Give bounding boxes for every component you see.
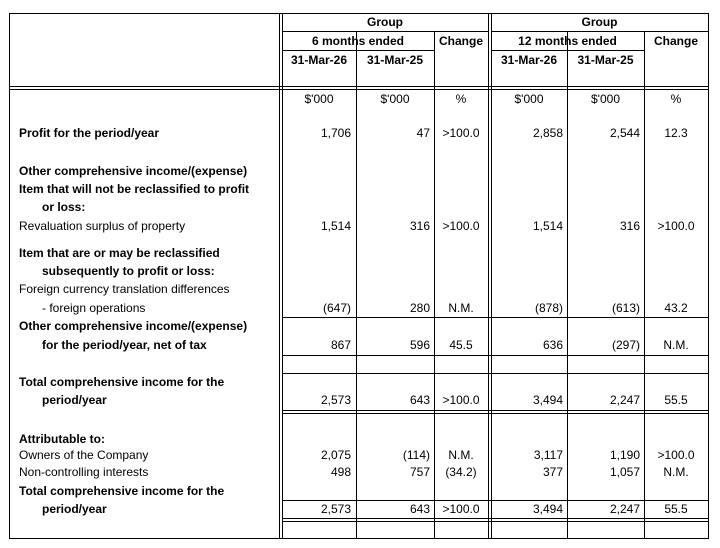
value-total-2-line2-col2: 643 <box>409 502 430 516</box>
value-fx-2-col3: N.M. <box>448 301 474 315</box>
subtotal-line <box>282 518 708 519</box>
table-border-left <box>9 13 10 539</box>
value-nci-col1: 498 <box>330 465 351 479</box>
row-label-fx: Foreign currency translation differences <box>19 282 230 296</box>
col-divider <box>434 31 435 539</box>
header-rule <box>9 86 709 87</box>
row-label-oci-heading: Other comprehensive income/(expense) <box>19 164 248 178</box>
value-profit-col5: 2,544 <box>609 126 640 140</box>
value-fx-2-col4: (878) <box>534 301 563 315</box>
value-oci-net-2-col5: (297) <box>611 338 640 352</box>
row-label-total-2-cont: period/year <box>42 502 107 516</box>
col-divider <box>567 31 568 539</box>
col-divider <box>356 31 357 539</box>
value-oci-net-2-col4: 636 <box>542 338 563 352</box>
value-oci-net-2-col1: 867 <box>330 338 351 352</box>
date-heading: 31-Mar-26 <box>290 53 348 67</box>
row-label-owners: Owners of the Company <box>19 448 149 462</box>
row-label-not-reclassified-cont: or loss: <box>42 200 86 214</box>
change-heading: Change <box>438 34 483 48</box>
header-line <box>491 50 644 51</box>
value-profit-col6: 12.3 <box>664 126 688 140</box>
header-line <box>491 31 708 32</box>
value-profit-col4: 2,858 <box>532 126 563 140</box>
row-label-oci-net: Other comprehensive income/(expense) <box>19 319 248 333</box>
row-label-revaluation: Revaluation surplus of property <box>19 219 186 233</box>
value-owners-col4: 3,117 <box>533 448 563 462</box>
subtotal-line <box>282 317 708 318</box>
value-nci-col2: 757 <box>409 465 430 479</box>
header-line <box>282 31 488 32</box>
value-nci-col5: 1,057 <box>609 465 640 479</box>
subtotal-line <box>282 500 708 501</box>
value-total-2-line2-col4: 3,494 <box>532 502 563 516</box>
col-divider <box>279 13 280 539</box>
value-fx-2-col1: (647) <box>322 301 351 315</box>
subtotal-line <box>282 521 708 522</box>
row-label-reclassified: Item that are or may be reclassified <box>19 246 220 260</box>
value-oci-net-2-col3: 45.5 <box>449 338 473 352</box>
date-heading: 31-Mar-25 <box>577 53 634 67</box>
subtotal-line <box>282 410 708 411</box>
value-owners-col2: (114) <box>402 448 430 462</box>
value-oci-net-2-col6: N.M. <box>663 338 689 352</box>
value-revaluation-col3: >100.0 <box>442 219 480 233</box>
row-label-total: Total comprehensive income for the <box>19 375 225 389</box>
row-label-profit: Profit for the period/year <box>19 126 160 140</box>
header-line <box>282 50 434 51</box>
row-label-fx-foreign-ops: - foreign operations <box>42 301 146 315</box>
value-profit-col2: 47 <box>416 126 430 140</box>
row-label-attributable: Attributable to: <box>19 432 105 446</box>
value-fx-2-col6: 43.2 <box>664 301 688 315</box>
value-total-2-line2-col1: 2,573 <box>320 502 351 516</box>
value-owners-col5: 1,190 <box>609 448 640 462</box>
value-total-1-line2-col5: 2,247 <box>609 393 640 407</box>
header-rule-double <box>9 89 709 90</box>
group-heading: Group <box>581 15 618 29</box>
period-heading: 12 months ended <box>518 34 617 48</box>
value-revaluation-col6: >100.0 <box>657 219 695 233</box>
date-heading: 31-Mar-25 <box>366 53 424 67</box>
unit-label: % <box>455 92 467 106</box>
row-label-nci: Non-controlling interests <box>19 465 149 479</box>
value-fx-2-col2: 280 <box>409 301 430 315</box>
value-revaluation-col1: 1,514 <box>320 219 351 233</box>
change-heading: Change <box>653 34 698 48</box>
value-profit-col1: 1,706 <box>320 126 351 140</box>
value-owners-col1: 2,075 <box>320 448 351 462</box>
value-nci-col4: 377 <box>542 465 563 479</box>
unit-label: $'000 <box>304 92 334 106</box>
value-total-1-line2-col4: 3,494 <box>532 393 563 407</box>
unit-label: $'000 <box>514 92 544 106</box>
unit-label: $'000 <box>380 92 410 106</box>
value-total-2-line2-col3: >100.0 <box>442 502 480 516</box>
col-divider <box>644 31 645 539</box>
subtotal-line <box>282 355 708 356</box>
value-owners-col6: >100.0 <box>657 448 695 462</box>
value-total-1-line2-col1: 2,573 <box>320 393 351 407</box>
col-divider <box>488 13 489 539</box>
table-border-bottom <box>9 538 709 539</box>
value-total-1-line2-col2: 643 <box>409 393 430 407</box>
date-heading: 31-Mar-26 <box>500 53 558 67</box>
unit-label: % <box>670 92 682 106</box>
table-border-top <box>9 13 709 14</box>
value-total-2-line2-col6: 55.5 <box>664 502 688 516</box>
row-label-total-2: Total comprehensive income for the <box>19 484 225 498</box>
value-total-1-line2-col6: 55.5 <box>664 393 688 407</box>
unit-label: $'000 <box>591 92 620 106</box>
value-revaluation-col5: 316 <box>619 219 640 233</box>
value-nci-col6: N.M. <box>663 465 689 479</box>
subtotal-line <box>282 413 708 414</box>
row-label-reclassified-cont: subsequently to profit or loss: <box>42 264 215 278</box>
value-nci-col3: (34.2) <box>445 465 477 479</box>
value-revaluation-col2: 316 <box>409 219 430 233</box>
value-oci-net-2-col2: 596 <box>409 338 430 352</box>
row-label-total-cont: period/year <box>42 393 107 407</box>
value-total-1-line2-col3: >100.0 <box>442 393 480 407</box>
period-heading: 6 months ended <box>311 34 404 48</box>
group-heading: Group <box>367 15 403 29</box>
value-owners-col3: N.M. <box>448 448 474 462</box>
value-total-2-line2-col5: 2,247 <box>609 502 640 516</box>
table-border-right <box>708 13 709 539</box>
value-profit-col3: >100.0 <box>442 126 480 140</box>
value-fx-2-col5: (613) <box>611 301 640 315</box>
row-label-not-reclassified: Item that will not be reclassified to profit <box>19 182 250 196</box>
value-revaluation-col4: 1,514 <box>532 219 563 233</box>
row-label-oci-net-cont: for the period/year, net of tax <box>42 338 207 352</box>
subtotal-line <box>282 373 708 374</box>
